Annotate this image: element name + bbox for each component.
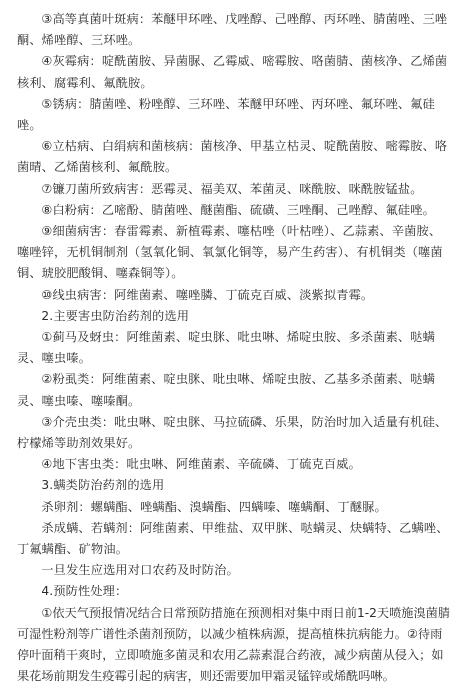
- paragraph-leaf-spot: ③高等真菌叶斑病：苯醚甲环唑、戊唑醇、己唑醇、丙环唑、腈菌唑、三唑酮、烯唑醇、三环唑。: [17, 12, 448, 48]
- paragraph-powdery-mildew: ⑧白粉病：乙嘧酚、腈菌唑、醚菌酯、硫磺、三唑酮、己唑醇、氟硅唑。: [41, 202, 435, 217]
- section-heading-prevention: 4.预防性处理：: [41, 584, 128, 599]
- paragraph-timely-control: 一旦发生应选用对口农药及时防治。: [41, 563, 239, 578]
- section-heading-pests: 2.主要害虫防治药剂的选用: [41, 308, 190, 323]
- paragraph-ovicides: 杀卵剂：螺螨酯、唑螨酯、溴螨酯、四螨嗪、噻螨酮、丁醚脲。: [41, 499, 387, 514]
- paragraph-thrips-aphids: ①蓟马及蚜虫：阿维菌素、啶虫脒、吡虫啉、烯啶虫胺、多杀菌素、哒螨灵、噻虫嗪。: [17, 330, 435, 366]
- paragraph-soil-pests: ④地下害虫类：吡虫啉、阿维菌素、辛硫磷、丁硫克百威。: [41, 457, 361, 472]
- paragraph-rust: ⑤锈病：腈菌唑、粉唑醇、三环唑、苯醚甲环唑、丙环唑、氟环唑、氟硅唑。: [17, 96, 435, 133]
- paragraph-bacterial: ⑨细菌病害：春雷霉素、新植霉素、噻枯唑（叶枯唑）、乙蒜素、辛菌胺、噻唑锌，无机铜制剂（氢氧化铜、氧氯化铜等，易产生药害）、有机铜类（噻菌铜、琥胶肥酸铜、噻森铜等）。: [17, 224, 443, 281]
- paragraph-nematode: ⑩线虫病害：阿维菌素、噻唑膦、丁硫克百威、淡紫拟青霉。: [41, 287, 374, 302]
- paragraph-whitefly: ②粉虱类：阿维菌素、啶虫脒、吡虫啉、烯啶虫胺、乙基多杀菌素、哒螨灵、噻虫嗪、噻嗪酮。: [17, 372, 435, 408]
- paragraph-damping-off: ⑥立枯病、白绢病和菌核病：菌核净、甲基立枯灵、啶酰菌胺、嘧霉胺、咯菌晴、乙烯菌核利、氟酰胺。: [17, 139, 448, 175]
- section-heading-mites: 3.螨类防治药剂的选用: [41, 478, 165, 493]
- paragraph-prevention-measures: ①依天气预报情况结合日常预防措施在预测相对集中雨日前1-2天喷施溴菌腈可湿性粉剂等广谱性杀菌剂预防，以减少植株病源，提高植株抗病能力。②待雨停叶面稍干爽时，立即喷施多菌灵和农用乙蒜素混合药液，减少病菌从侵入；如果花场前期发生疫霉引起的病害，则还需要加甲霜灵锰锌或烯酰吗啉。: [17, 605, 451, 684]
- paragraph-adulticides: 杀成螨、若螨剂：阿维菌素、甲维盐、双甲脒、哒螨灵、炔螨特、乙螨唑、丁氟螨酯、矿物油。: [17, 520, 449, 557]
- paragraph-fusarium: ⑦镰刀菌所致病害：恶霉灵、福美双、苯菌灵、咪酰胺、咪酰胺锰盐。: [41, 181, 423, 196]
- paragraph-gray-mold: ④灰霉病：啶酰菌胺、异菌脲、乙霉威、嘧霉胺、咯菌腈、菌核净、乙烯菌核利、腐霉利、氟酰胺。: [17, 54, 448, 90]
- paragraph-scale-insects: ③介壳虫类：吡虫啉、啶虫脒、马拉硫磷、乐果，防治时加入适量有机硅、柠檬烯等助剂效果好。: [17, 414, 448, 451]
